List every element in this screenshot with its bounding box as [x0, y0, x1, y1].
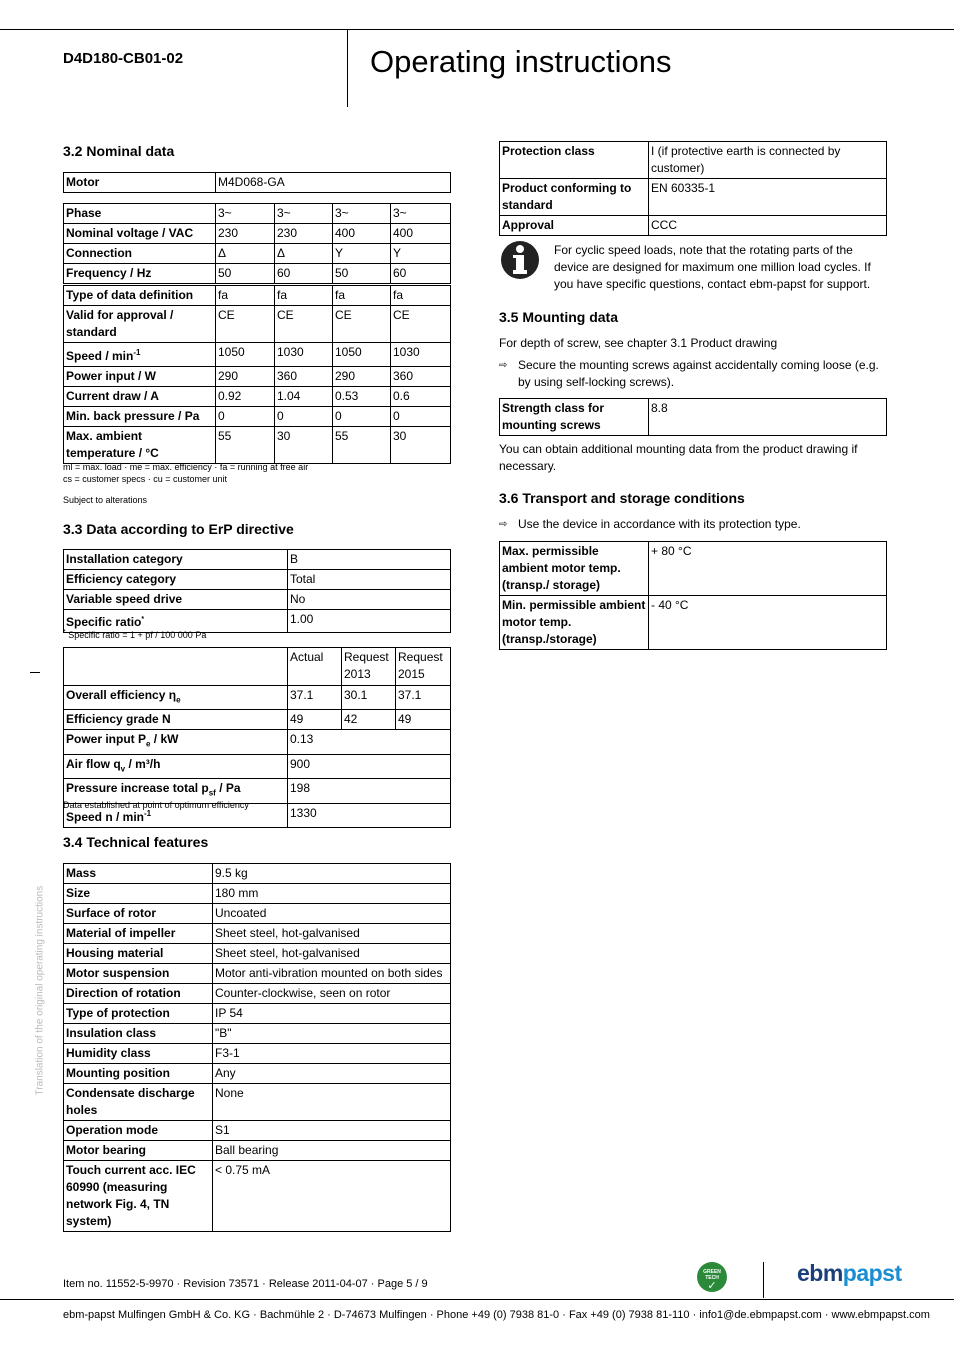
table-row: [64, 1004, 451, 1024]
row-label: Type of protection: [64, 1004, 213, 1024]
transport-bullet-text: Use the device in accordance with its protection type.: [518, 517, 801, 531]
arrow-icon: ⇨: [499, 519, 508, 530]
item-revision-line: Item no. 11552-5-9970 · Revision 73571 · Release 2011-04-07 · Page 5 / 9: [63, 1278, 428, 1290]
cell-value: fa: [333, 286, 391, 306]
cell-value: F3-1: [213, 1044, 451, 1064]
row-label: Mass: [64, 864, 213, 884]
cell-value: fa: [391, 286, 451, 306]
table-row: [64, 224, 451, 244]
row-label: Variable speed drive: [64, 590, 288, 610]
cell-value: 1030: [391, 343, 451, 367]
cell-value: 290: [216, 367, 275, 387]
air-flow-value: 900: [288, 754, 451, 778]
row-label: Material of impeller: [64, 924, 213, 944]
technical-features-table: [63, 863, 451, 1232]
row-label: Product conforming to standard: [500, 179, 649, 216]
row-label: Motor suspension: [64, 964, 213, 984]
row-label: Frequency / Hz: [64, 264, 216, 284]
erp-head-actual: Actual: [288, 648, 342, 686]
company-address: ebm-papst Mulfingen GmbH & Co. KG · Bachmühle 2 · D-74673 Mulfingen · Phone +49 (0) 7938 81-0 · Fax +49 (0) 7938 81-110 · info1@de.ebmpapst.com · www.ebmpapst.com: [63, 1309, 930, 1321]
cell-value: 0: [275, 407, 333, 427]
erp-head-2015: Request 2015: [396, 648, 451, 686]
green-tech-badge: GREEN TECH ✓: [697, 1262, 727, 1292]
row-label: Installation category: [64, 550, 288, 570]
table-row: [64, 367, 451, 387]
cell-value: + 80 °C: [649, 542, 887, 596]
cell-value: < 0.75 mA: [213, 1161, 451, 1232]
cell-value: EN 60335-1: [649, 179, 887, 216]
cell-value: 180 mm: [213, 884, 451, 904]
cell-value: 3~: [333, 204, 391, 224]
cell-value: 360: [391, 367, 451, 387]
row-label: Speed / $\min^{-1}$: [64, 343, 216, 367]
table-row: [64, 1024, 451, 1044]
table-row: [64, 864, 451, 884]
cell-value: 0: [333, 407, 391, 427]
header-top-rule: [0, 29, 954, 30]
table-row: [64, 1121, 451, 1141]
overall-efficiency-label: Overall efficiency $\eta_e$: [64, 686, 288, 710]
row-label: Max. permissible ambient motor temp. (transp./ storage): [500, 542, 649, 596]
table-row: [64, 1044, 451, 1064]
cell-value: 400: [391, 224, 451, 244]
row-label: Connection: [64, 244, 216, 264]
cell-value: I (if protective earth is connected by customer): [649, 142, 887, 179]
table-row: [64, 306, 451, 343]
cell-value: 60: [275, 264, 333, 284]
table-row: [64, 244, 451, 264]
row-label: Motor bearing: [64, 1141, 213, 1161]
cell-value: 55: [333, 427, 391, 464]
air-flow-label: Air flow $q_v / m^3/h$: [64, 754, 288, 778]
erp-table-1: [63, 549, 451, 633]
row-label: Approval: [500, 216, 649, 236]
cell-value: 30: [275, 427, 333, 464]
row-label: Operation mode: [64, 1121, 213, 1141]
cell-value: 1.04: [275, 387, 333, 407]
arrow-icon: ⇨: [499, 360, 508, 371]
ebmpapst-logo: ebmpapst: [797, 1260, 902, 1286]
table-row: [500, 179, 887, 216]
row-label: Min. permissible ambient motor temp. (transp./storage): [500, 596, 649, 650]
efficiency-actual: 37.1: [288, 686, 342, 710]
pressure-increase-value: 198: [288, 779, 451, 803]
power-input-value: 0.13: [288, 730, 451, 754]
transport-table: [499, 541, 887, 650]
cell-value: 50: [333, 264, 391, 284]
mounting-paragraph-1: For depth of screw, see chapter 3.1 Product drawing: [499, 336, 778, 350]
table-row: [500, 542, 887, 596]
table-row: [64, 1084, 451, 1121]
table-row: [64, 590, 451, 610]
cell-value: Total: [288, 570, 451, 590]
cell-value: - 40 °C: [649, 596, 887, 650]
cell-value: 3~: [216, 204, 275, 224]
table-row: [64, 924, 451, 944]
row-label: Max. ambient temperature / °C: [64, 427, 216, 464]
speed-value: 1330: [288, 803, 451, 827]
row-label: Surface of rotor: [64, 904, 213, 924]
translation-note-vertical: Translation of the original operating instructions: [34, 885, 46, 1096]
table-row: [64, 286, 451, 306]
cell-value: 50: [216, 264, 275, 284]
cell-value: 230: [275, 224, 333, 244]
nominal-note-1: ml = max. load · me = max. efficiency · fa = running at free air: [63, 462, 309, 472]
grade-2015: 49: [396, 710, 451, 730]
table-row: [500, 142, 887, 179]
cell-value: No: [288, 590, 451, 610]
cell-value: None: [213, 1084, 451, 1121]
speed-label: Speed n / $\min^{-1}$: [64, 803, 288, 827]
strength-class-value: 8.8: [649, 399, 887, 436]
optimum-efficiency-note: Data established at point of optimum efficiency: [63, 800, 249, 810]
header-divider: [347, 29, 348, 107]
cell-value: 9.5 kg: [213, 864, 451, 884]
specific-ratio-note: * Specific ratio = 1 + pf / 100 000 Pa: [63, 629, 207, 640]
nominal-table-1: [63, 203, 451, 284]
footer-rule: [0, 1299, 954, 1300]
cell-value: 55: [216, 427, 275, 464]
table-row: [64, 984, 451, 1004]
cell-value: 3~: [275, 204, 333, 224]
row-label: Mounting position: [64, 1064, 213, 1084]
cell-value: 60: [391, 264, 451, 284]
cell-value: IP 54: [213, 1004, 451, 1024]
mounting-bullet-text: Secure the mounting screws against accidentally coming loose (e.g. by using self-locking screws).: [518, 358, 879, 389]
row-label: Power input / W: [64, 367, 216, 387]
motor-label: Motor: [64, 173, 216, 193]
table-row: [64, 427, 451, 464]
cell-value: 0: [391, 407, 451, 427]
section-3-5-title: 3.5 Mounting data: [499, 309, 618, 325]
table-row: [64, 904, 451, 924]
table-row: [64, 264, 451, 284]
info-text: For cyclic speed loads, note that the rotating parts of the device are designed for maximum one million load cycles. If you have specific questions, contact ebm-papst for support.: [554, 243, 871, 291]
cell-value: 1050: [216, 343, 275, 367]
info-icon: [499, 240, 541, 280]
cell-value: S1: [213, 1121, 451, 1141]
row-label: Direction of rotation: [64, 984, 213, 1004]
cell-value: Sheet steel, hot-galvanised: [213, 944, 451, 964]
row-label: Humidity class: [64, 1044, 213, 1064]
cell-value: Any: [213, 1064, 451, 1084]
efficiency-2015: 37.1: [396, 686, 451, 710]
margin-tick: [30, 672, 40, 673]
cell-value: 360: [275, 367, 333, 387]
erp-head-empty: [64, 648, 288, 686]
cell-value: 0.53: [333, 387, 391, 407]
mounting-bullet: [499, 357, 887, 391]
cell-value: 400: [333, 224, 391, 244]
cell-value: 0.92: [216, 387, 275, 407]
cell-value: CE: [275, 306, 333, 343]
row-label: Phase: [64, 204, 216, 224]
cell-value: Δ: [216, 244, 275, 264]
cell-value: Counter-clockwise, seen on rotor: [213, 984, 451, 1004]
erp-head-2013: Request 2013: [342, 648, 396, 686]
model-number: D4D180-CB01-02: [63, 50, 184, 67]
mounting-paragraph-2: You can obtain additional mounting data from the product drawing if necessary.: [499, 442, 858, 473]
table-row: [64, 964, 451, 984]
subject-to-alterations: Subject to alterations: [63, 495, 148, 505]
cell-value: Uncoated: [213, 904, 451, 924]
row-label: Protection class: [500, 142, 649, 179]
row-label: Nominal voltage / VAC: [64, 224, 216, 244]
table-row: [64, 343, 451, 367]
table-row: [64, 204, 451, 224]
table-row: [64, 407, 451, 427]
table-row: [64, 884, 451, 904]
grade-actual: 49: [288, 710, 342, 730]
cell-value: 0.6: [391, 387, 451, 407]
cell-value: 1.00: [288, 610, 451, 633]
mounting-table: [499, 398, 887, 436]
efficiency-grade-label: Efficiency grade N: [64, 710, 288, 730]
cell-value: Motor anti-vibration mounted on both sides: [213, 964, 451, 984]
cell-value: 1050: [333, 343, 391, 367]
cell-value: Sheet steel, hot-galvanised: [213, 924, 451, 944]
row-label: Efficiency category: [64, 570, 288, 590]
cell-value: "B": [213, 1024, 451, 1044]
cell-value: 290: [333, 367, 391, 387]
cell-value: 3~: [391, 204, 451, 224]
page-title: Operating instructions: [370, 44, 672, 79]
cell-value: 230: [216, 224, 275, 244]
nominal-table-2: [63, 285, 451, 464]
row-label: Condensate discharge holes: [64, 1084, 213, 1121]
table-row: [64, 387, 451, 407]
protection-table: [499, 141, 887, 236]
cell-value: B: [288, 550, 451, 570]
table-row: [64, 1161, 451, 1232]
row-label: Type of data definition: [64, 286, 216, 306]
section-3-3-title: 3.3 Data according to ErP directive: [63, 521, 294, 537]
section-3-6-title: 3.6 Transport and storage conditions: [499, 490, 745, 506]
cell-value: CE: [333, 306, 391, 343]
table-row: [500, 596, 887, 650]
table-row: [64, 944, 451, 964]
efficiency-2013: 30.1: [342, 686, 396, 710]
strength-class-label: Strength class for mounting screws: [500, 399, 649, 436]
row-label: Current draw / A: [64, 387, 216, 407]
section-3-2-title: 3.2 Nominal data: [63, 143, 175, 159]
cell-value: 0: [216, 407, 275, 427]
row-label: Housing material: [64, 944, 213, 964]
nominal-note-2: cs = customer specs · cu = customer unit: [63, 474, 228, 484]
row-label: Size: [64, 884, 213, 904]
logo-divider: [763, 1262, 764, 1298]
row-label: Insulation class: [64, 1024, 213, 1044]
power-input-label: Power input $P_e$ / kW: [64, 730, 288, 754]
cell-value: fa: [275, 286, 333, 306]
grade-2013: 42: [342, 710, 396, 730]
cell-value: CE: [391, 306, 451, 343]
section-3-4-title: 3.4 Technical features: [63, 834, 209, 850]
pressure-increase-label: Pressure increase total $p_{sf}$ / Pa: [64, 779, 288, 803]
cell-value: Y: [333, 244, 391, 264]
transport-bullet: [499, 516, 887, 533]
cell-value: Y: [391, 244, 451, 264]
cell-value: fa: [216, 286, 275, 306]
row-label: Min. back pressure / Pa: [64, 407, 216, 427]
row-label: Valid for approval / standard: [64, 306, 216, 343]
row-label: Touch current acc. IEC 60990 (measuring network Fig. 4, TN system): [64, 1161, 213, 1232]
row-label: Specific ratio*: [64, 610, 288, 633]
table-row: [64, 1064, 451, 1084]
cell-value: 1030: [275, 343, 333, 367]
motor-table: [63, 172, 451, 193]
table-row: [500, 216, 887, 236]
cell-value: Ball bearing: [213, 1141, 451, 1161]
cell-value: CE: [216, 306, 275, 343]
cell-value: CCC: [649, 216, 887, 236]
table-row: [64, 550, 451, 570]
motor-value: M4D068-GA: [216, 173, 451, 193]
cell-value: 30: [391, 427, 451, 464]
table-row: [64, 1141, 451, 1161]
cell-value: Δ: [275, 244, 333, 264]
table-row: [64, 570, 451, 590]
